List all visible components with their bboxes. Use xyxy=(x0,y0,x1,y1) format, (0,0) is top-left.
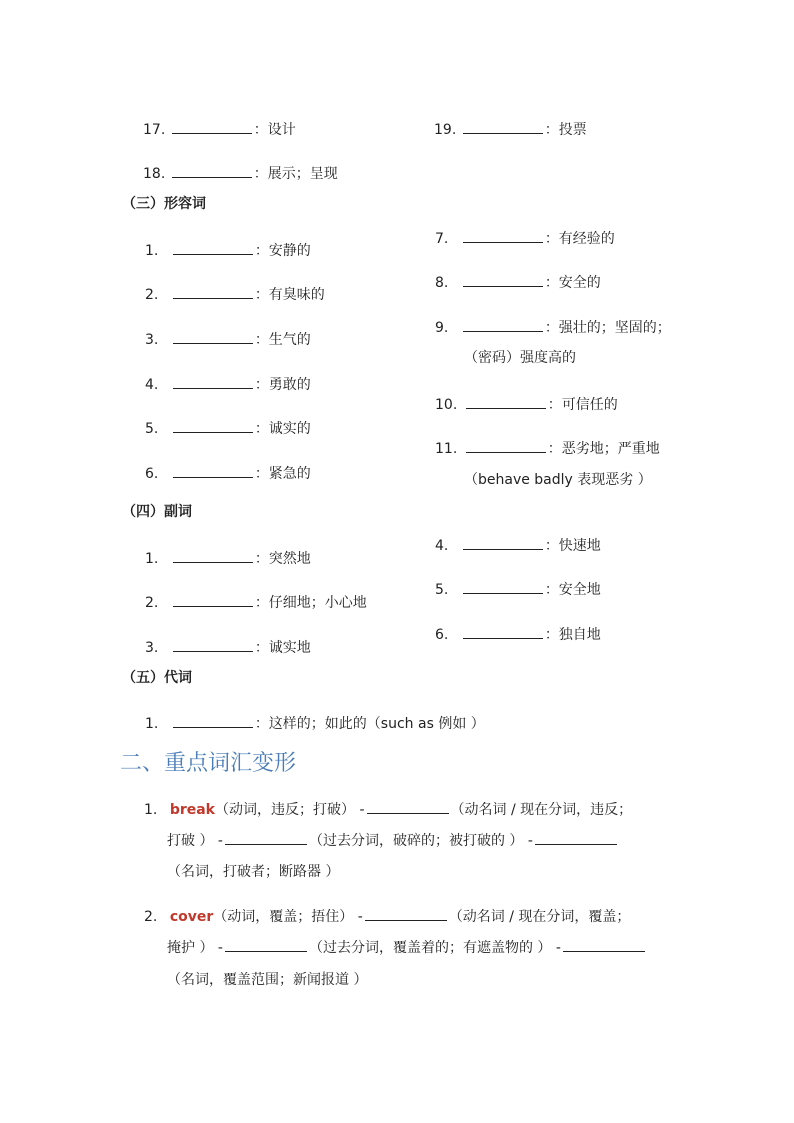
answer-blank[interactable] xyxy=(463,535,543,550)
item-number: 1. xyxy=(145,551,159,567)
answer-blank[interactable] xyxy=(466,394,546,409)
item-text: （过去分词，破碎的；被打破的 ） - xyxy=(308,833,533,849)
item-number: 17. xyxy=(143,122,166,138)
item-meaning: ：投票 xyxy=(544,122,587,138)
item-text: （过去分词，覆盖着的；有遮盖物的 ） - xyxy=(308,940,561,956)
adjective-item-9 xyxy=(435,317,671,338)
item-number: 5. xyxy=(435,582,449,598)
answer-blank[interactable] xyxy=(172,119,252,134)
item-meaning: ：安全地 xyxy=(544,582,601,598)
item-meaning: ：独自地 xyxy=(544,627,601,643)
item-number: 11. xyxy=(435,441,458,457)
answer-blank[interactable] xyxy=(367,799,449,814)
item-meaning: ：展示；呈现 xyxy=(253,166,338,182)
answer-blank[interactable] xyxy=(225,937,307,952)
item-number: 7. xyxy=(435,231,449,247)
adverb-item-5 xyxy=(435,579,601,600)
adjective-item-8 xyxy=(435,272,601,293)
adjective-item-2 xyxy=(145,284,325,305)
item-meaning: ：恶劣地；严重地 xyxy=(547,441,660,457)
answer-blank[interactable] xyxy=(463,272,543,287)
item-number: 6. xyxy=(435,627,449,643)
adjective-item-9-continued: （密码）强度高的 xyxy=(464,350,576,366)
item-meaning: ：诚实的 xyxy=(254,421,311,437)
adjective-item-10 xyxy=(435,394,618,415)
item-text: （动词，违反；打破） - xyxy=(215,802,365,818)
noun-item-19 xyxy=(434,119,587,140)
item-number: 10. xyxy=(435,397,458,413)
answer-blank[interactable] xyxy=(173,284,253,299)
item-number: 19. xyxy=(434,122,457,138)
word-form-item-cover-line2 xyxy=(167,937,647,958)
adjective-item-11-continued: （behave badly 表现恶劣 ） xyxy=(464,472,652,488)
answer-blank[interactable] xyxy=(173,713,253,728)
answer-blank[interactable] xyxy=(173,548,253,563)
item-meaning: ：快速地 xyxy=(544,538,601,554)
answer-blank[interactable] xyxy=(173,637,253,652)
section-title: 二、重点词汇变形 xyxy=(120,751,297,776)
word-form-item-cover xyxy=(144,906,630,927)
adverb-item-1 xyxy=(145,548,311,569)
pronoun-item-1 xyxy=(145,713,485,734)
item-text: （动词，覆盖；捂住） - xyxy=(213,909,363,925)
item-number: 18. xyxy=(143,166,166,182)
answer-blank[interactable] xyxy=(463,228,543,243)
item-text: （动名词 / 现在分词，覆盖； xyxy=(448,909,631,925)
item-meaning: ：安全的 xyxy=(544,275,601,291)
adjective-item-1 xyxy=(145,240,311,261)
answer-blank[interactable] xyxy=(173,329,253,344)
item-number: 6. xyxy=(145,466,159,482)
answer-blank[interactable] xyxy=(172,163,252,178)
noun-item-17 xyxy=(143,119,296,140)
word-form-item-cover-line3: （名词，覆盖范围；新闻报道 ） xyxy=(167,972,368,988)
item-number: 2. xyxy=(145,595,159,611)
answer-blank[interactable] xyxy=(173,463,253,478)
keyword: cover xyxy=(169,909,214,925)
item-meaning: ：这样的；如此的（such as 例如 ） xyxy=(254,716,485,732)
answer-blank[interactable] xyxy=(173,374,253,389)
item-meaning: ：仔细地；小心地 xyxy=(254,595,367,611)
item-meaning: ：设计 xyxy=(253,122,296,138)
item-number: 9. xyxy=(435,320,449,336)
answer-blank[interactable] xyxy=(563,937,645,952)
adverbs-heading: （四）副词 xyxy=(122,504,192,520)
adverb-item-6 xyxy=(435,624,601,645)
adjectives-heading: （三）形容词 xyxy=(122,196,206,212)
item-meaning: ：突然地 xyxy=(254,551,311,567)
answer-blank[interactable] xyxy=(173,592,253,607)
adjective-item-11 xyxy=(435,438,660,459)
item-number: 4. xyxy=(145,377,159,393)
item-number: 3. xyxy=(145,332,159,348)
adjective-item-7 xyxy=(435,228,615,249)
item-text: （动名词 / 现在分词，违反； xyxy=(450,802,633,818)
keyword: break xyxy=(169,802,215,818)
item-number: 5. xyxy=(145,421,159,437)
answer-blank[interactable] xyxy=(463,119,543,134)
item-meaning: ：紧急的 xyxy=(254,466,311,482)
item-number: 8. xyxy=(435,275,449,291)
item-meaning: ：安静的 xyxy=(254,243,311,259)
answer-blank[interactable] xyxy=(365,906,447,921)
answer-blank[interactable] xyxy=(463,579,543,594)
item-number: 3. xyxy=(145,640,159,656)
item-number: 1. xyxy=(145,243,159,259)
item-meaning: ：有经验的 xyxy=(544,231,615,247)
adjective-item-5 xyxy=(145,418,311,439)
answer-blank[interactable] xyxy=(466,438,546,453)
answer-blank[interactable] xyxy=(173,240,253,255)
adjective-item-4 xyxy=(145,374,311,395)
item-text: 掩护 ） - xyxy=(167,940,223,956)
item-number: 2. xyxy=(144,909,158,925)
word-form-item-break xyxy=(144,799,632,820)
pronouns-heading: （五）代词 xyxy=(122,670,192,686)
answer-blank[interactable] xyxy=(463,624,543,639)
adverb-item-4 xyxy=(435,535,601,556)
answer-blank[interactable] xyxy=(535,830,617,845)
item-number: 1. xyxy=(144,802,158,818)
adverb-item-3 xyxy=(145,637,311,658)
item-number: 1. xyxy=(145,716,159,732)
adverb-item-2 xyxy=(145,592,367,613)
word-form-item-break-line3: （名词，打破者；断路器 ） xyxy=(167,864,340,880)
answer-blank[interactable] xyxy=(463,317,543,332)
item-meaning: ：有臭味的 xyxy=(254,287,325,303)
item-number: 2. xyxy=(145,287,159,303)
item-meaning: ：诚实地 xyxy=(254,640,311,656)
item-meaning: ：可信任的 xyxy=(547,397,618,413)
adjective-item-3 xyxy=(145,329,311,350)
item-meaning: ：生气的 xyxy=(254,332,311,348)
item-meaning: ：勇敢的 xyxy=(254,377,311,393)
item-meaning: ：强壮的；坚固的； xyxy=(544,320,671,336)
word-form-item-break-line2 xyxy=(167,830,619,851)
item-text: 打破 ） - xyxy=(167,833,223,849)
answer-blank[interactable] xyxy=(225,830,307,845)
answer-blank[interactable] xyxy=(173,418,253,433)
item-number: 4. xyxy=(435,538,449,554)
adjective-item-6 xyxy=(145,463,311,484)
noun-item-18 xyxy=(143,163,338,184)
